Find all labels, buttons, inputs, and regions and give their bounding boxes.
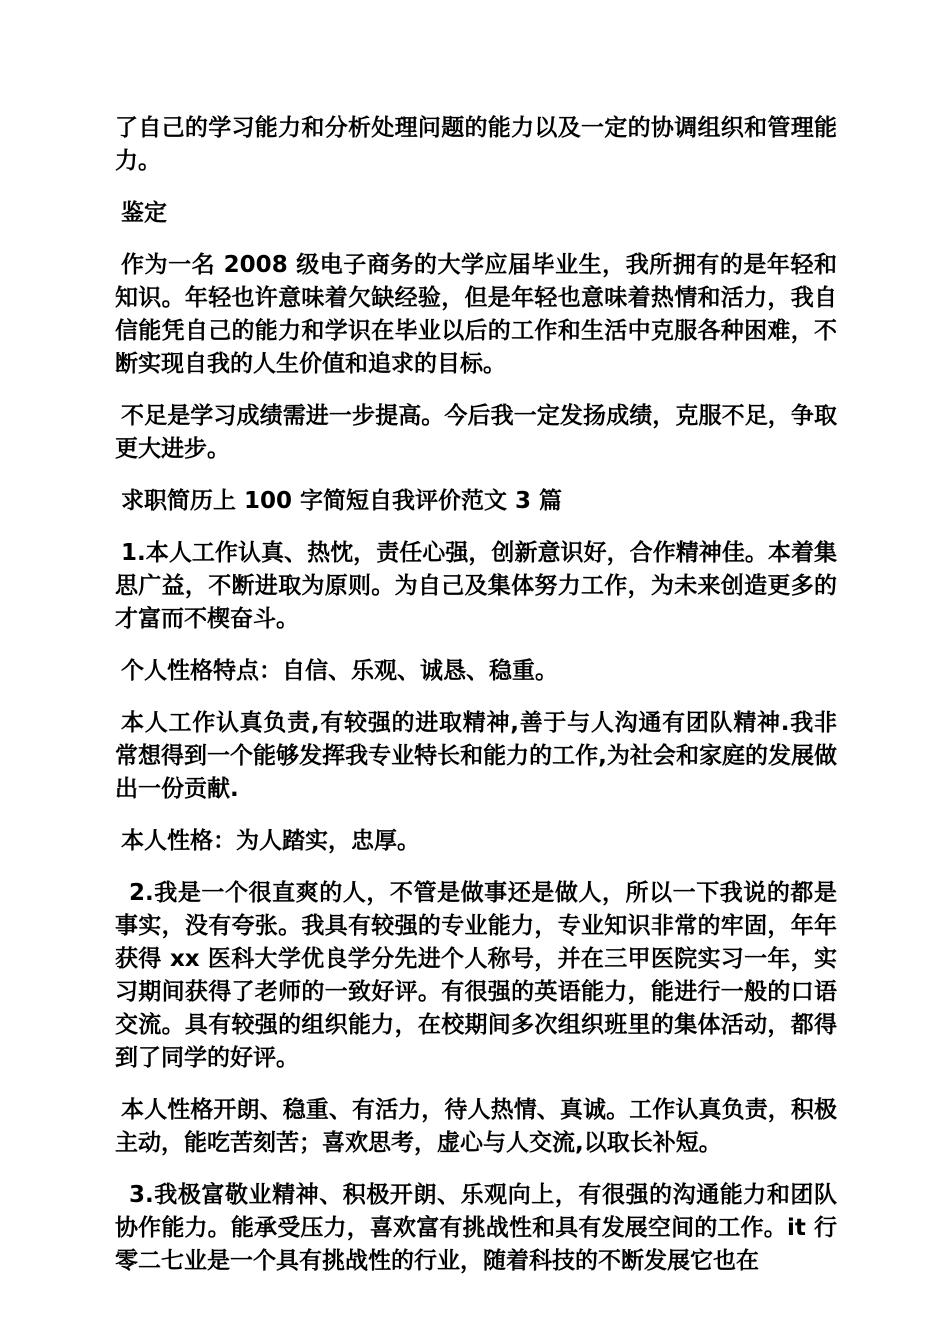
- document-page: [115, 112, 837, 1297]
- paragraph-character: 本人性格开朗、稳重、有活力，待人热情、真诚。工作认真负责，积极主动，能吃苦刻苦；喜欢思考，虚心与人交流,以取长补短。: [115, 1097, 837, 1156]
- section-title: 求职简历上 100 字简短自我评价范文 3 篇: [121, 488, 563, 514]
- paragraph-sample-3: 3.我极富敬业精神、积极开朗、乐观向上，有很强的沟通能力和团队协作能力。能承受压力，喜欢富有挑战性和具有发展空间的工作。it 行零二七业是一个具有挑战性的行业，随着科技的不断发展它也在: [115, 1182, 837, 1274]
- paragraph-sample-1: 1.本人工作认真、热忱，责任心强，创新意识好，合作精神佳。本着集思广益，不断进取为原则。为自己及集体努力工作，为未来创造更多的才富而不楔奋斗。: [115, 540, 837, 632]
- paragraph-personality: 本人性格：为人踏实，忠厚。: [121, 828, 420, 854]
- paragraph-personality-traits: 个人性格特点：自信、乐观、诚恳、稳重。: [121, 658, 558, 684]
- paragraph-shortcomings: 不足是学习成绩需进一步提高。今后我一定发扬成绩，克服不足，争取更大进步。: [115, 403, 837, 462]
- paragraph-work-attitude: 本人工作认真负责,有较强的进取精神,善于与人沟通有团队精神.我非常想得到一个能够发挥我专业特长和能力的工作,为社会和家庭的发展做出一份贡献.: [115, 710, 837, 802]
- paragraph-self-assessment: 作为一名 2008 级电子商务的大学应届毕业生，我所拥有的是年轻和知识。年轻也许意味着欠缺经验，但是年轻也意味着热情和活力，我自信能凭自己的能力和学识在毕业以后的工作和生活中克服各种困难，不断实现自我的人生价值和追求的目标。: [115, 252, 837, 377]
- heading-jianding: 鉴定: [121, 200, 167, 226]
- paragraph-continuation: 了自己的学习能力和分析处理问题的能力以及一定的协调组织和管理能力。: [115, 115, 837, 174]
- paragraph-sample-2: 2.我是一个很直爽的人，不管是做事还是做人，所以一下我说的都是事实，没有夸张。我具有较强的专业能力，专业知识非常的牢固，年年获得 xx 医科大学优良学分先进个人称号，并在三甲医院实习一年，实习期间获得了老师的一致好评。有很强的英语能力，能进行一般的口语交流。具有较强的组织能力，在校期间多次组织班里的集体活动，都得到了同学的好评。: [115, 880, 837, 1071]
